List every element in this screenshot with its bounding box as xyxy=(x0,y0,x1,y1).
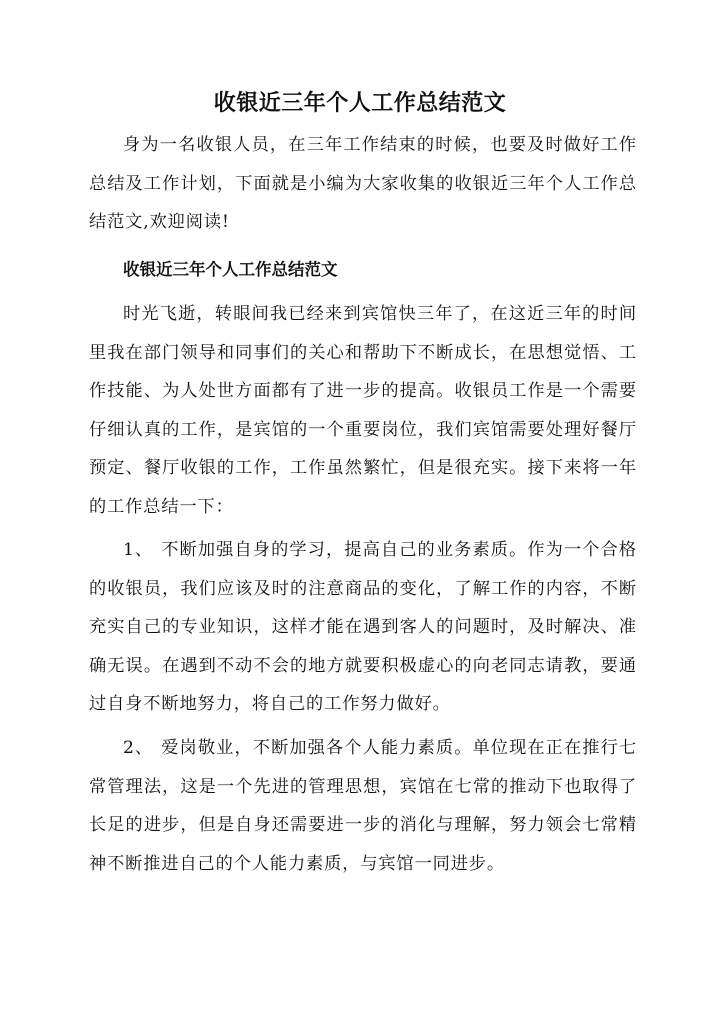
list-item-2-number: 2、 xyxy=(123,738,153,758)
list-item-1 xyxy=(89,531,637,724)
section-subtitle: 收银近三年个人工作总结范文 xyxy=(123,260,338,279)
list-item-2-text: 爱岗敬业，不断加强各个人能力素质。单位现在正在推行七常管理法，这是一个先进的管理思想，宾馆在七常的推动下也取得了长足的进步，但是自身还需要进一步的消化与理解，努力领会七常精神不断推进自己的个人能力素质，与宾馆一同进步。 xyxy=(89,738,637,874)
list-item-2 xyxy=(89,729,637,883)
list-item-1-text: 不断加强自身的学习，提高自己的业务素质。作为一个合格的收银员，我们应该及时的注意商品的变化，了解工作的内容，不断充实自己的专业知识，这样才能在遇到客人的问题时，及时解决、准确无误。在遇到不动不会的地方就要积极虚心的向老同志请教，要通过自身不断地努力，将自己的工作努力做好。 xyxy=(89,540,637,715)
document-title: 收银近三年个人工作总结范文 xyxy=(213,90,507,116)
intro-paragraph: 身为一名收银人员，在三年工作结束的时候，也要及时做好工作总结及工作计划，下面就是小编为大家收集的收银近三年个人工作总结范文,欢迎阅读! xyxy=(89,135,637,233)
body-paragraph-1: 时光飞逝，转眼间我已经来到宾馆快三年了，在这近三年的时间里我在部门领导和同事们的关心和帮助下不断成长，在思想觉悟、工作技能、为人处世方面都有了进一步的提高。收银员工作是一个需要仔细认真的工作，是宾馆的一个重要岗位，我们宾馆需要处理好餐厅预定、餐厅收银的工作，工作虽然繁忙，但是很充实。接下来将一年的工作总结一下： xyxy=(89,304,637,517)
list-item-1-number: 1、 xyxy=(123,540,153,560)
